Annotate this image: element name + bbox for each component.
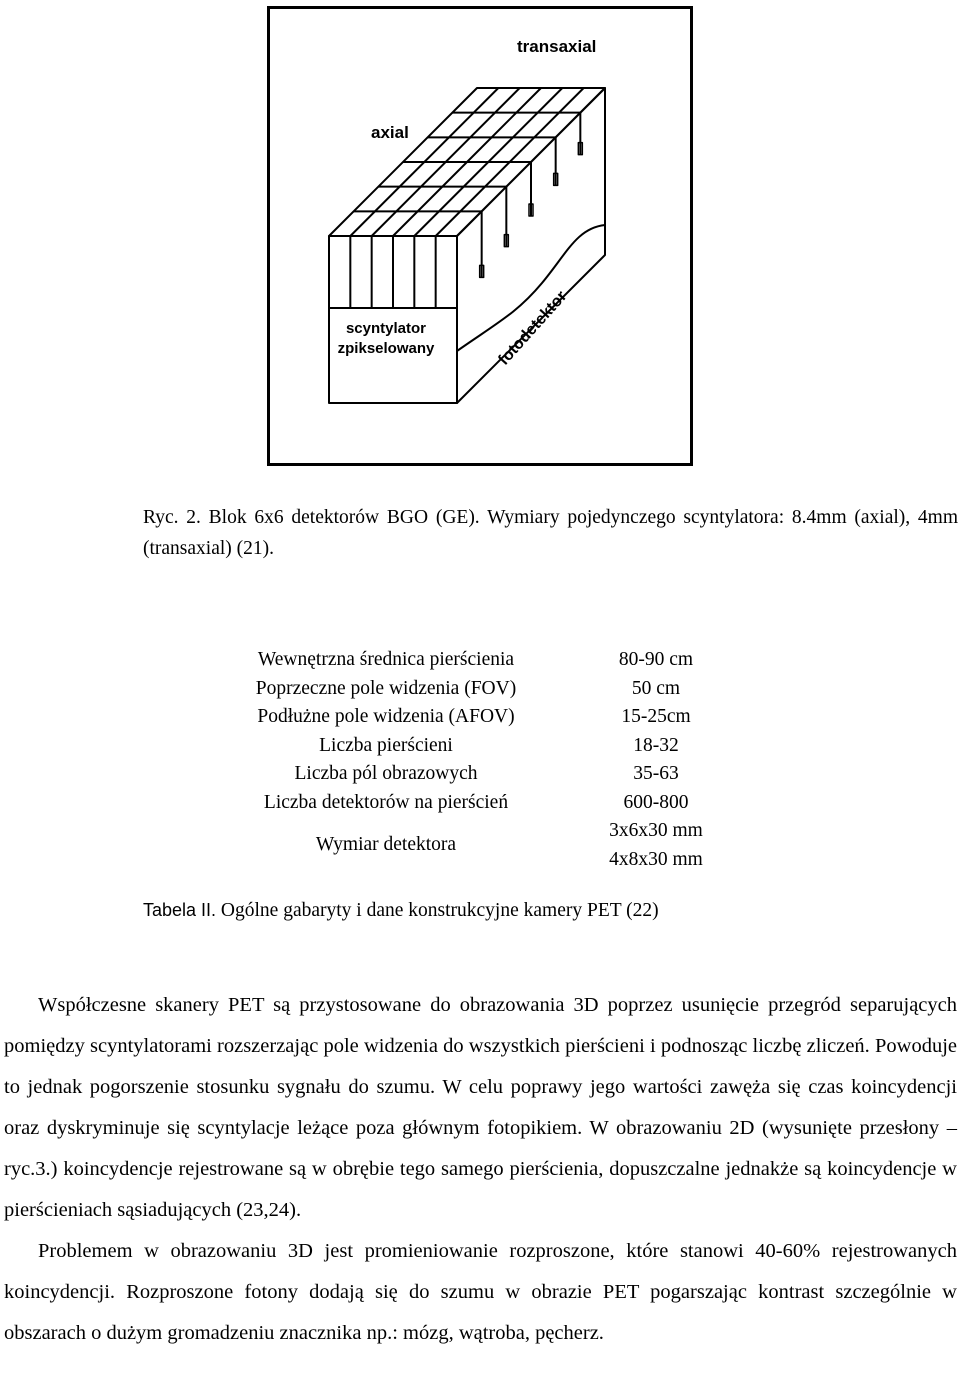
detector-block-figure	[267, 6, 693, 466]
spec-label: Wymiar detektora	[315, 834, 457, 856]
label-scintillator-line2: zpikselowany	[337, 340, 435, 357]
spec-value: 18-32	[633, 734, 679, 756]
table-row	[216, 817, 756, 874]
table-caption	[143, 896, 943, 925]
spec-value: 35-63	[633, 763, 679, 784]
table-row	[216, 675, 756, 704]
figure-caption: Ryc. 2. Blok 6x6 detektorów BGO (GE). Wymiary pojedynczego scyntylatora: 8.4mm (axial), 4mm (transaxial) (21).	[143, 507, 958, 559]
label-photodetector: fotodetektor	[495, 287, 571, 369]
spec-label: Wewnętrzna średnica pierścienia	[257, 649, 515, 670]
spec-label: Liczba pól obrazowych	[294, 763, 478, 784]
spec-label: Podłużne pole widzenia (AFOV)	[257, 706, 515, 727]
paragraph: Współczesne skanery PET są przystosowane do obrazowania 3D poprzez usunięcie przegród separujących pomiędzy scyntylatorami rozszerzając pole widzenia do wszystkich pierścieni i podnosząc liczbę zliczeń. Powoduje to jednak pogorszenie stosunku sygnału do szumu. W celu poprawy jego wartości zawęża się czas koincydencji oraz dyskryminuje się scyntylacje leżące poza głównym fotopikiem. W obrazowaniu 2D (wysunięte przesłony – ryc.3.) koincydencje rejestrowane są w obrębie tego samego pierścienia, dopuszczalne jednakże są koincydencje w pierścieniach sąsiadujących (23,24).	[4, 994, 957, 1221]
spec-value: 600-800	[623, 791, 689, 813]
paragraph: Problemem w obrazowaniu 3D jest promieniowanie rozproszone, które stanowi 40-60% rejestrowanych koincydencji. Rozproszone fotony dodają się do szumu w obrazie PET pogarszając kontrast szczególnie w obszarach o dużym gromadzeniu znacznika np.: mózg, wątroba, pęcherz.	[4, 1240, 957, 1344]
table-row	[216, 760, 756, 789]
table-row	[216, 646, 756, 675]
spec-label: Poprzeczne pole widzenia (FOV)	[255, 677, 517, 699]
label-scintillator-line1: scyntylator	[345, 320, 427, 337]
table-row	[216, 789, 756, 818]
table-row	[216, 732, 756, 761]
spec-label: Liczba detektorów na pierścień	[263, 791, 509, 813]
table-caption-label: Tabela II.	[143, 900, 217, 920]
spec-value: 15-25cm	[621, 706, 691, 727]
spec-value-second: 4x8x30 mm	[609, 848, 703, 870]
table-row	[216, 703, 756, 732]
label-axial: axial	[371, 123, 409, 142]
spec-value-multi	[556, 817, 756, 874]
spec-value: 80-90 cm	[618, 649, 694, 670]
spec-value: 3x6x30 mm	[609, 820, 703, 841]
spec-value: 50 cm	[631, 677, 681, 699]
label-transaxial: transaxial	[517, 37, 597, 56]
table-caption-text: Ogólne gabaryty i dane konstrukcyjne kamery PET (22)	[216, 900, 659, 921]
body-text	[4, 985, 957, 1354]
pet-spec-table	[216, 646, 756, 874]
spec-label: Liczba pierścieni	[319, 734, 453, 756]
